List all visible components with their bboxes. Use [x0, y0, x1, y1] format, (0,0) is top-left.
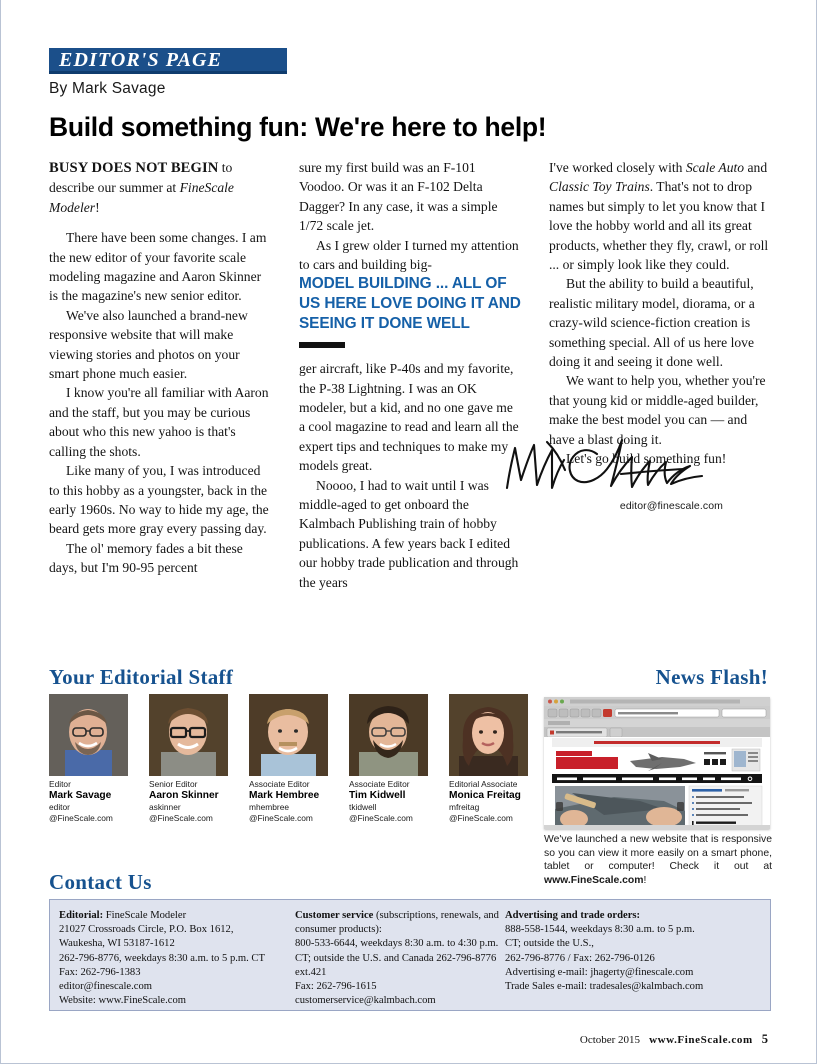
byline: By Mark Savage — [49, 80, 166, 97]
paragraph — [549, 158, 771, 274]
staff-role: Associate Editor — [349, 779, 410, 789]
caption-text-a: We've launched a new website that is responsive so you can view it more easily on a smart phone, tablet or computer! Check it out at — [544, 834, 772, 873]
section-eyebrow-bar — [49, 48, 287, 74]
contact-section-title: Contact Us — [49, 870, 152, 894]
footer-website[interactable]: www.FineScale.com — [649, 1034, 753, 1046]
article-body — [49, 158, 771, 633]
staff-section-title: Your Editorial Staff — [49, 665, 234, 689]
staff-role: Senior Editor — [149, 779, 198, 789]
article-column-2 — [299, 158, 521, 633]
contact-line: ext.421 — [295, 966, 327, 978]
contact-editorial — [59, 909, 284, 1008]
contact-email[interactable]: customerservice@kalmbach.com — [295, 995, 436, 1007]
lead-paragraph — [49, 158, 271, 217]
section-eyebrow-label: EDITOR'S PAGE — [59, 49, 223, 71]
contact-email[interactable]: Trade Sales e-mail: tradesales@kalmbach.com — [505, 981, 704, 993]
staff-email-domain: @FineScale.com — [249, 813, 313, 823]
contact-line — [295, 909, 499, 923]
magazine-name-italic: Scale Auto — [685, 160, 745, 175]
avatar — [149, 694, 228, 776]
paragraph: As I grew older I turned my attention to cars and building big- — [299, 237, 519, 273]
staff-name: Mark Hembree — [249, 789, 320, 801]
staff-email-domain: @FineScale.com — [149, 813, 213, 823]
staff-role: Associate Editor — [249, 779, 310, 789]
contact-line: consumer products): — [295, 924, 382, 936]
lead-text-b: ! — [95, 199, 100, 215]
avatar — [249, 694, 328, 776]
website-link[interactable]: www.FineScale.com — [544, 874, 644, 886]
paragraph: But the ability to build a beautiful, realistic military model, diorama, or a crazy-wild science-fiction creation is something special. All of us here love doing it and seeing it done well. — [549, 276, 755, 370]
staff-name: Monica Freitag — [449, 789, 521, 801]
article-column-3 — [549, 158, 771, 633]
contact-line: 262-796-8776, weekdays 8:30 a.m. to 5 p.m. CT — [59, 952, 265, 964]
issue-date: October 2015 — [579, 1034, 641, 1046]
paragraph: There have been some changes. I am the new editor of your favorite scale modeling magazine and Aaron Skinner is the magazine's new senior editor. — [49, 230, 267, 304]
contact-label-text: Advertising and trade orders: — [505, 910, 641, 921]
avatar — [349, 694, 428, 776]
staff-name: Mark Savage — [49, 789, 112, 801]
paragraph: We've also launched a brand-new responsive website that will make viewing stories and photos on your smart phone much easier. — [49, 307, 248, 382]
paragraph: sure my first build was an F-101 Voodoo. Or was it an F-102 Delta Dagger? In any case, it was a simple 1/72 scale jet. — [299, 160, 498, 234]
staff-email-domain: @FineScale.com — [349, 813, 413, 823]
lead-text-a: to describe our summer at — [49, 160, 233, 196]
staff-member — [149, 694, 228, 824]
contact-line: Fax: 262-796-1615 — [295, 981, 377, 993]
contact-line: 800-533-6644, weekdays 8:30 a.m. to 4:30 p.m. — [295, 938, 499, 950]
contact-line: 888-558-1544, weekdays 8:30 a.m. to 5 p.m. — [505, 924, 695, 936]
contact-line: 21027 Crossroads Circle, P.O. Box 1612, — [59, 924, 234, 936]
pull-quote: MODEL BUILDING ... ALL OF US HERE LOVE DOING IT AND SEEING IT DONE WELL — [299, 275, 521, 332]
staff-member — [249, 694, 328, 824]
text-run: I've worked closely with — [549, 160, 686, 175]
staff-email-user: mhembree — [249, 802, 290, 812]
page-title: Build something fun: We're here to help! — [49, 112, 547, 142]
contact-line — [59, 909, 284, 923]
contact-email[interactable]: Advertising e-mail: jhagerty@finescale.com — [505, 966, 694, 978]
magazine-name-italic: FineScale Modeler — [49, 180, 234, 215]
staff-email-user: tkidwell — [349, 802, 377, 812]
staff-email-domain: @FineScale.com — [449, 813, 513, 823]
staff-name: Tim Kidwell — [349, 789, 406, 801]
page-number: 5 — [761, 1032, 768, 1046]
caption-text-b: ! — [643, 874, 647, 886]
staff-email-domain: @FineScale.com — [49, 813, 113, 823]
paragraph: Noooo, I had to wait until I was middle-aged to get onboard the Kalmbach Publishing train of hobby publications. A few years back I edited our hobby trade publication and through the years — [299, 477, 519, 590]
staff-role: Editorial Associate — [449, 779, 518, 789]
contact-box — [49, 899, 771, 1011]
editor-signature — [501, 430, 723, 496]
pull-quote-rule — [299, 342, 345, 348]
news-flash-title: News Flash! — [655, 665, 768, 689]
contact-line: Fax: 262-796-1383 — [59, 966, 141, 978]
contact-value: FineScale Modeler — [103, 910, 187, 921]
paragraph: We want to help you, whether you're that young kid or middle-aged builder, make the best model you can — and have a blast doing it. — [549, 373, 766, 447]
paragraph: ger aircraft, like P-40s and my favorite, the P-38 Lightning. I was an OK modeler, but a kid, and no one gave me a cool magazine to read and learn all the expert tips and techniques to make my models great. — [299, 361, 519, 474]
contact-value: (subscriptions, renewals, and — [373, 910, 499, 921]
contact-line: 262-796-8776 / Fax: 262-796-0126 — [505, 952, 655, 964]
staff-email-user: mfreitag — [449, 802, 480, 812]
paragraph: I know you're all familiar with Aaron and the staff, but you may be curious about who this new yahoo is that's calling the shots. — [49, 385, 269, 459]
paragraph-spacer — [49, 217, 271, 228]
page-footer — [580, 1032, 768, 1047]
contact-label — [505, 909, 765, 923]
contact-line: CT; outside the U.S., — [505, 938, 594, 950]
website-screenshot — [544, 697, 770, 829]
staff-email-user: askinner — [149, 802, 181, 812]
contact-line: CT; outside the U.S. and Canada 262-796-8776 — [295, 952, 497, 964]
magazine-name-italic: Classic Toy Trains — [549, 179, 650, 195]
contact-customer-service — [295, 909, 499, 1008]
contact-email[interactable]: editor@finescale.com — [59, 981, 152, 993]
paragraph: Like many of you, I was introduced to this hobby as a youngster, back in the early 1960s. No way to hide my age, the beard gets more gray every passing day. — [49, 463, 269, 537]
contact-website[interactable]: Website: www.FineScale.com — [59, 995, 187, 1007]
paragraph: Let's go build something fun! — [566, 451, 727, 467]
avatar — [449, 694, 528, 776]
staff-member — [449, 694, 528, 824]
contact-label: Editorial: — [59, 910, 104, 921]
article-column-1 — [49, 158, 271, 633]
avatar — [49, 694, 128, 776]
staff-member — [349, 694, 428, 824]
text-run: and — [744, 160, 768, 175]
paragraph: The ol' memory fades a bit these days, but I'm 90-95 percent — [49, 540, 243, 576]
staff-role: Editor — [49, 779, 71, 789]
staff-list — [49, 694, 519, 844]
news-flash-caption — [544, 833, 772, 887]
lead-bold-intro: BUSY DOES NOT BEGIN — [49, 160, 219, 176]
staff-member — [49, 694, 128, 824]
staff-email-user: editor — [49, 802, 70, 812]
contact-label: Customer service — [295, 910, 374, 921]
staff-name: Aaron Skinner — [149, 789, 219, 801]
text-run: . That's not to drop names but simply to let you know that I love the hobby world and all its great products, whether they fly, crawl, or roll ... or simply look like they could. — [549, 179, 769, 273]
contact-line: Waukesha, WI 53187-1612 — [59, 938, 175, 950]
contact-advertising — [505, 909, 765, 994]
editor-email[interactable]: editor@finescale.com — [619, 500, 723, 512]
